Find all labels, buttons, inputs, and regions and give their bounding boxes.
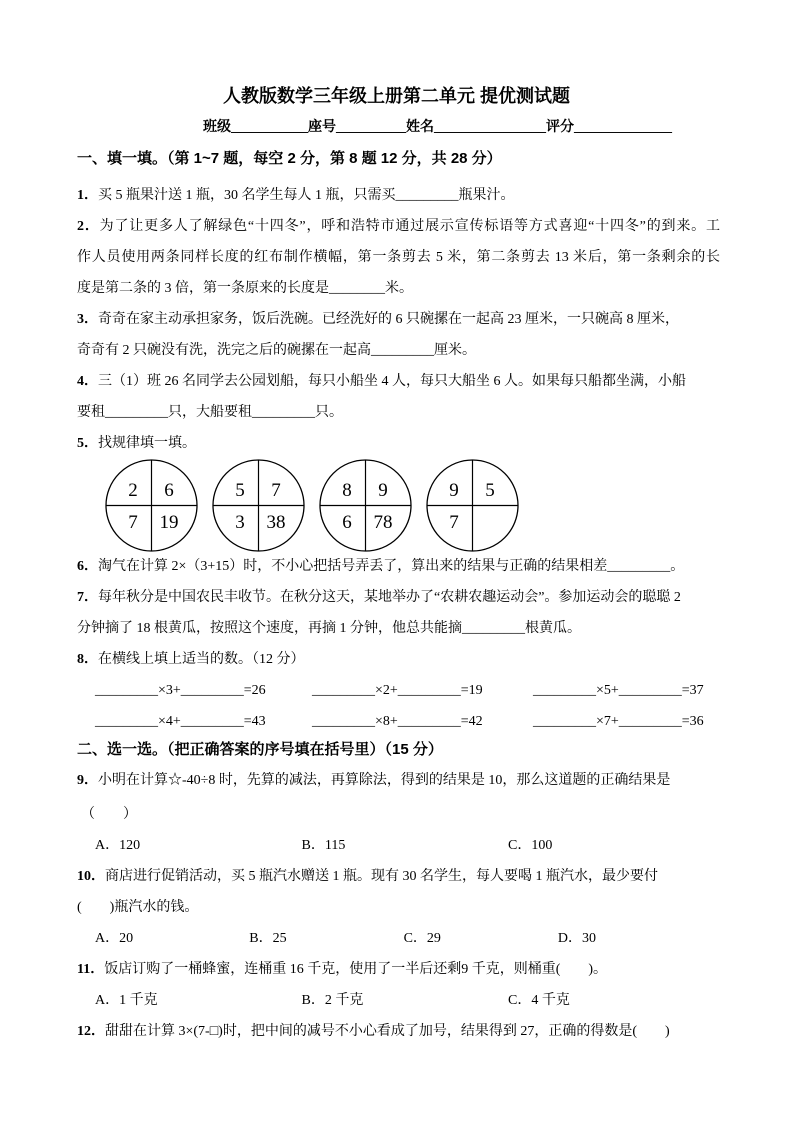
question-7-line-2: 分钟摘了 18 根黄瓜，按照这个速度，再摘 1 分钟，他总共能摘_________根黄瓜。 [77, 621, 581, 636]
option-c: C．100 [508, 838, 553, 853]
question-5-text: 找规律填一填。 [98, 436, 196, 451]
question-5 [77, 428, 720, 459]
question-2-line-3: 度是第二条的 3 倍，第一条原来的长度是________米。 [77, 281, 413, 296]
question-9-number: 9． [77, 773, 98, 788]
question-12 [77, 1016, 720, 1047]
question-12-text: 甜甜在计算 3×(7-□)时，把中间的减号不小心看成了加号，结果得到 27，正确的得数是( ) [105, 1024, 670, 1039]
equation: _________×7+_________=36 [533, 714, 704, 729]
circle-2-top-right: 7 [271, 480, 281, 501]
circle-4-top-left: 9 [449, 480, 459, 501]
circle-3-top-left: 8 [342, 480, 352, 501]
circle-2-bottom-left: 3 [235, 512, 245, 533]
question-9-text-1: 小明在计算☆-40÷8 时，先算的减法，再算除法，得到的结果是 10，那么这道题的正确结果是 [98, 773, 671, 788]
question-8 [77, 644, 720, 675]
question-7-number: 7． [77, 590, 98, 605]
equation-row-1 [77, 675, 720, 706]
option-d: D．30 [557, 931, 597, 946]
question-11 [77, 954, 720, 985]
circle-2-bottom-right: 38 [266, 512, 286, 533]
circle-4-top-right: 5 [485, 480, 495, 501]
question-6 [77, 551, 720, 582]
question-7-line-1 [77, 582, 720, 613]
question-10-text-1: 商店进行促销活动，买 5 瓶汽水赠送 1 瓶。现有 30 名学生，每人要喝 1 瓶汽水，最少要付 [105, 869, 658, 884]
pattern-circle-3 [319, 459, 412, 552]
equation: _________×3+_________=26 [95, 683, 266, 698]
question-1-text: 买 5 瓶果汁送 1 瓶，30 名学生每人 1 瓶，只需买_________瓶果汁。 [98, 188, 515, 203]
option-b: B．2 千克 [301, 993, 364, 1008]
question-4-number: 4． [77, 374, 98, 389]
question-3-line-2: 奇奇有 2 只碗没有洗，洗完之后的碗摞在一起高_________厘米。 [77, 343, 476, 358]
question-10-line-1 [77, 861, 720, 892]
equation: _________×5+_________=37 [533, 683, 704, 698]
question-9-line-1 [77, 765, 720, 796]
option-b: B．25 [249, 931, 287, 946]
question-1-number: 1． [77, 188, 98, 203]
question-3-line-1 [77, 304, 720, 335]
pattern-circle-4 [426, 459, 519, 552]
question-11-options [77, 985, 720, 1016]
option-a: A．120 [95, 838, 141, 853]
question-9-line-2: （ ） [81, 807, 137, 822]
circle-3-top-right: 9 [378, 480, 388, 501]
pattern-circle-1 [105, 459, 198, 552]
question-6-text: 淘气在计算 2×（3+15）时，不小心把括号弄丢了，算出来的结果与正确的结果相差_________。 [98, 559, 685, 574]
circle-1-bottom-right: 19 [159, 512, 179, 533]
question-10-line-2: ( )瓶汽水的钱。 [77, 900, 199, 915]
worksheet-title: 人教版数学三年级上册第二单元 提优测试题 [223, 86, 570, 106]
pattern-circle-2 [212, 459, 305, 552]
circle-3-bottom-right: 78 [373, 512, 393, 533]
circle-1-top-left: 2 [128, 480, 138, 501]
option-b: B．115 [301, 838, 346, 853]
question-7-text-1: 每年秋分是中国农民丰收节。在秋分这天，某地举办了“农耕农趣运动会”。参加运动会的聪聪 2 [98, 590, 681, 605]
question-10-number: 10． [77, 869, 105, 884]
option-c: C．29 [403, 931, 441, 946]
question-2-line-1 [77, 211, 720, 242]
circle-1-top-right: 6 [164, 480, 174, 501]
question-3-text-1: 奇奇在家主动承担家务，饭后洗碗。已经洗好的 6 只碗摞在一起高 23 厘米，一只碗高 8 厘米， [98, 312, 679, 327]
question-3-number: 3． [77, 312, 98, 327]
circle-1-bottom-left: 7 [128, 512, 138, 533]
question-6-number: 6． [77, 559, 98, 574]
question-2-text-1: 为了让更多人了解绿色“十四冬”，呼和浩特市通过展示宣传标语等方式喜迎“十四冬”的到来。工 [99, 219, 720, 234]
question-2-number: 2． [77, 219, 100, 234]
section-1-heading: 一、填一填。（第 1~7 题，每空 2 分，第 8 题 12 分，共 28 分） [77, 150, 502, 167]
question-4-text-1: 三（1）班 26 名同学去公园划船，每只小船坐 4 人，每只大船坐 6 人。如果每只船都坐满，小船 [98, 374, 686, 389]
question-2-line-2: 作人员使用两条同样长度的红布制作横幅，第一条剪去 5 米，第二条剪去 13 米后，第一条剩余的长 [77, 250, 720, 265]
option-a: A．20 [95, 931, 134, 946]
question-9-options [77, 830, 720, 861]
question-8-number: 8． [77, 652, 98, 667]
equation: _________×4+_________=43 [95, 714, 266, 729]
option-c: C．4 千克 [508, 993, 570, 1008]
question-4-line-2: 要租_________只，大船要租_________只。 [77, 405, 343, 420]
equation: _________×2+_________=19 [312, 683, 483, 698]
section-2-heading: 二、选一选。（把正确答案的序号填在括号里）（15 分） [77, 741, 443, 758]
circle-4-bottom-left: 7 [449, 512, 459, 533]
question-5-number: 5． [77, 436, 98, 451]
option-a: A．1 千克 [95, 993, 158, 1008]
equation: _________×8+_________=42 [312, 714, 483, 729]
question-11-text: 饭店订购了一桶蜂蜜，连桶重 16 千克，使用了一半后还剩9 千克，则桶重( )。 [104, 962, 608, 977]
circle-3-bottom-left: 6 [342, 512, 352, 533]
question-10-options [77, 923, 720, 954]
question-11-number: 11． [77, 962, 105, 977]
circle-2-top-left: 5 [235, 480, 245, 501]
question-12-number: 12． [77, 1024, 105, 1039]
question-8-text: 在横线上填上适当的数。（12 分） [98, 652, 305, 667]
question-4-line-1 [77, 366, 720, 397]
question-1 [77, 180, 720, 211]
worksheet-page [77, 81, 720, 1047]
pattern-circles [77, 459, 720, 551]
equation-row-2 [77, 706, 720, 737]
student-info-line: 班级___________座号__________姓名________________评分______________ [203, 120, 672, 135]
